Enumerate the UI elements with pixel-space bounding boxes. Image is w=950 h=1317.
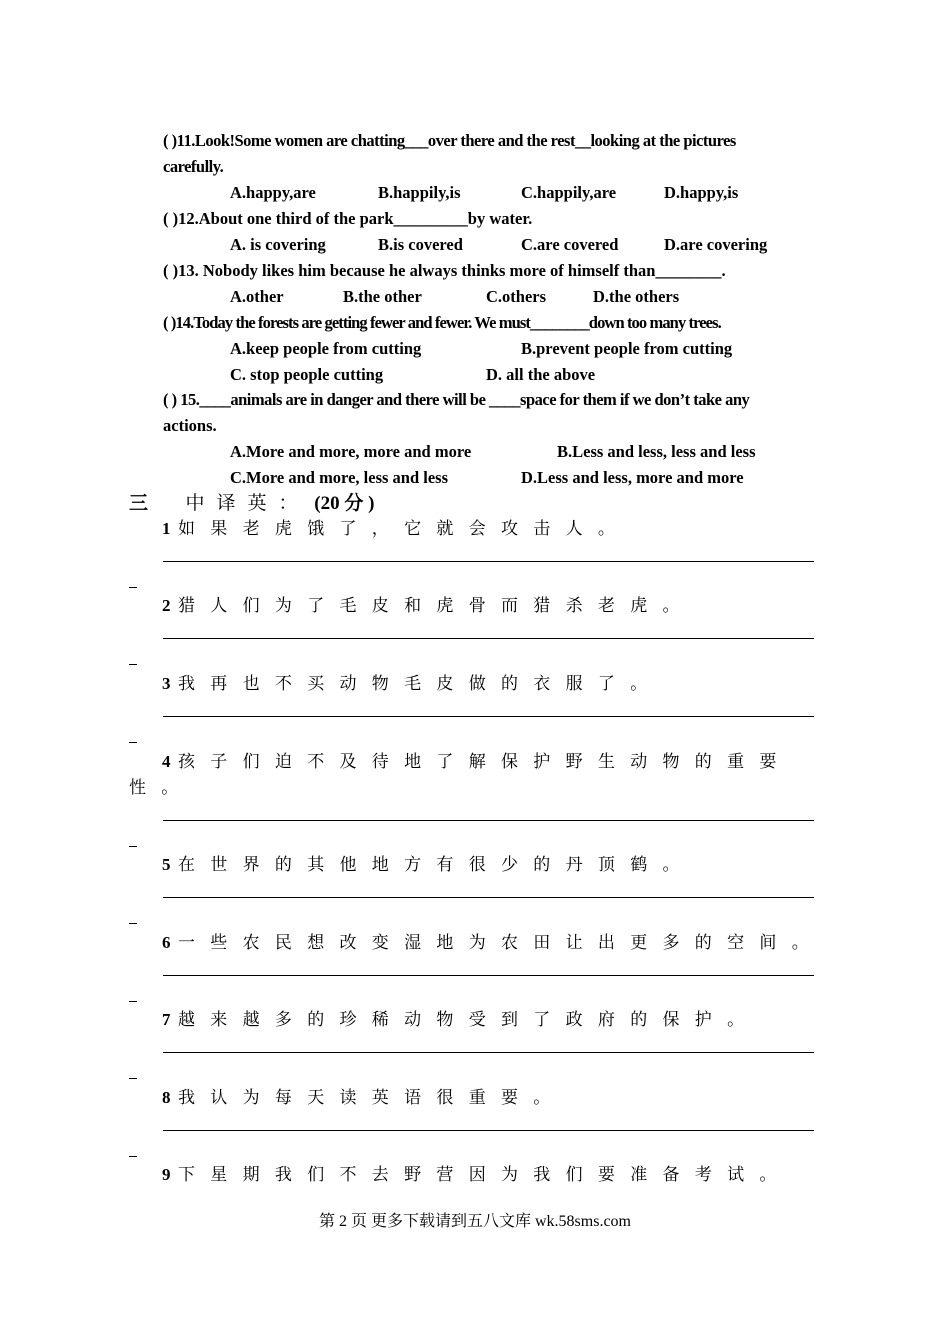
question-12-option-c: C.are covered (521, 235, 619, 254)
question-14-stem: ( )14.Today the forests are getting fewer and fewer. We must________down too many trees. (163, 313, 721, 332)
item-text: 我认为每天读英语很重要。 (178, 1088, 566, 1107)
section-heading (129, 492, 374, 516)
question-13-option-c: C.others (486, 287, 547, 306)
question-14-option-c: C. stop people cutting (230, 365, 384, 384)
item-text: 一些农民想改变湿地为农田让出更多的空间。 (178, 933, 824, 952)
question-15-stem-cont: actions. (163, 416, 217, 435)
answer-line-3-tail (129, 742, 137, 743)
item-number: 2 (162, 596, 171, 615)
translation-item-9 (162, 1164, 792, 1186)
section-title: 中译英： (185, 493, 310, 514)
question-12-option-a: A. is covering (230, 235, 326, 254)
translation-item-3 (162, 673, 663, 695)
question-15-stem: ( ) 15.____animals are in danger and there will be ____space for them if we don’t take any (163, 390, 750, 409)
page-footer: 第 2 页 更多下载请到五八文库 wk.58sms.com (318, 1213, 631, 1230)
answer-line-2[interactable] (163, 638, 814, 639)
translation-item-8 (162, 1087, 566, 1109)
question-12-stem: ( )12.About one third of the park_________by water. (163, 209, 533, 228)
translation-item-5 (162, 854, 695, 876)
item-number: 9 (162, 1165, 171, 1184)
item-number: 1 (162, 519, 171, 538)
question-14-option-d: D. all the above (486, 365, 596, 384)
section-score: (20 分 ) (314, 493, 375, 514)
question-11-stem-cont: carefully. (163, 157, 224, 176)
item-text-cont: 性。 (129, 778, 194, 797)
question-11-option-c: C.happily,are (521, 183, 617, 202)
answer-line-5[interactable] (163, 897, 814, 898)
item-number: 3 (162, 674, 171, 693)
item-text: 如果老虎饿了，它就会攻击人。 (178, 519, 631, 538)
question-13-option-b: B.the other (343, 287, 422, 306)
question-11-option-d: D.happy,is (664, 183, 739, 202)
answer-line-8-tail (129, 1156, 137, 1157)
answer-line-7[interactable] (163, 1052, 814, 1053)
answer-line-1[interactable] (163, 561, 814, 562)
item-text: 我再也不买动物毛皮做的衣服了。 (178, 674, 663, 693)
item-number: 4 (162, 752, 171, 771)
translation-item-2 (162, 595, 695, 617)
answer-line-5-tail (129, 923, 137, 924)
question-14-option-a: A.keep people from cutting (230, 339, 422, 358)
answer-line-6[interactable] (163, 975, 814, 976)
answer-line-4[interactable] (163, 820, 814, 821)
question-15-option-b: B.Less and less, less and less (557, 442, 756, 461)
question-14-option-b: B.prevent people from cutting (521, 339, 733, 358)
answer-line-3[interactable] (163, 716, 814, 717)
question-11-stem: ( )11.Look!Some women are chatting___over there and the rest__looking at the pictures (163, 131, 736, 150)
question-11-option-a: A.happy,are (230, 183, 316, 202)
item-number: 8 (162, 1088, 171, 1107)
question-12-option-d: D.are covering (664, 235, 768, 254)
answer-line-4-tail (129, 846, 137, 847)
item-number: 5 (162, 855, 171, 874)
item-text: 越来越多的珍稀动物受到了政府的保护。 (178, 1010, 760, 1029)
answer-line-8[interactable] (163, 1130, 814, 1131)
answer-line-6-tail (129, 1001, 137, 1002)
item-text: 下星期我们不去野营因为我们要准备考试。 (178, 1165, 792, 1184)
question-15-option-a: A.More and more, more and more (230, 442, 472, 461)
question-12-option-b: B.is covered (378, 235, 463, 254)
translation-item-6 (162, 932, 824, 954)
translation-item-4-cont (129, 777, 194, 799)
question-13-option-d: D.the others (593, 287, 680, 306)
question-13-option-a: A.other (230, 287, 284, 306)
translation-item-4 (162, 751, 792, 773)
translation-item-7 (162, 1009, 759, 1031)
question-11-option-b: B.happily,is (378, 183, 461, 202)
item-number: 7 (162, 1010, 171, 1029)
item-text: 猎人们为了毛皮和虎骨而猎杀老虎。 (178, 596, 695, 615)
translation-item-1 (162, 518, 630, 540)
question-15-option-d: D.Less and less, more and more (521, 468, 744, 487)
answer-line-1-tail (129, 587, 137, 588)
answer-line-2-tail (129, 664, 137, 665)
answer-line-7-tail (129, 1078, 137, 1079)
section-number: 三 (129, 493, 149, 514)
item-text: 孩子们迫不及待地了解保护野生动物的重要 (178, 752, 792, 771)
question-13-stem: ( )13. Nobody likes him because he always thinks more of himself than________. (163, 261, 726, 280)
item-number: 6 (162, 933, 171, 952)
question-15-option-c: C.More and more, less and less (230, 468, 449, 487)
item-text: 在世界的其他地方有很少的丹顶鹤。 (178, 855, 695, 874)
